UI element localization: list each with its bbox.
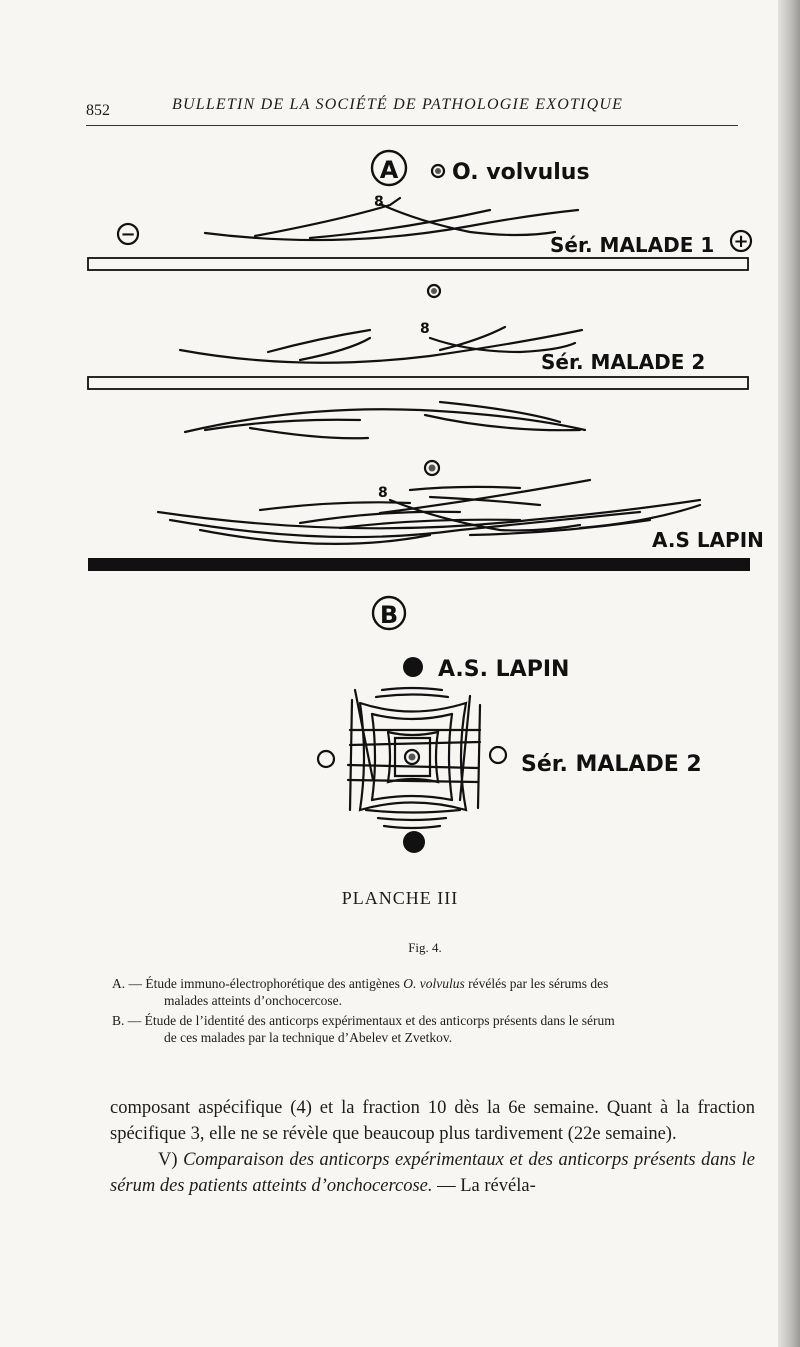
panel-a [88,151,764,571]
panel-b-letter: B [379,601,399,629]
antiserum-trough [88,558,750,571]
serum-2-label: Sér. MALADE 2 [541,350,706,374]
svg-text:+: + [733,231,749,252]
svg-text:8: 8 [378,485,388,501]
antiserum-label: A.S LAPIN [652,528,764,552]
legend-item-a: A. — Étude immuno-électrophorétique des antigènes O. volvulus révélés par les sérums des malades atteints d’onchocercose. [112,976,609,1008]
serum-1-label: Sér. MALADE 1 [550,233,715,257]
top-well-label: A.S. LAPIN [438,657,570,682]
paragraph-1: composant aspécifique (4) et la fraction 10 dès la 6e semaine. Quant à la fraction spécifique 3, elle ne se révèle que beaucoup plus tardivement (22e semaine). [110,1098,755,1144]
figure-legend [112,975,752,1049]
figure-label: Fig. 4. [408,940,442,955]
panel-a-letter: A [379,156,399,184]
top-well-icon [403,657,423,677]
legend-item-b: B. — Étude de l’identité des anticorps expérimentaux et des anticorps présents dans le sérum de ces malades par la technique d’Abelev et Zvetkov. [112,1013,615,1045]
page-number: 852 [86,102,110,119]
panel-b [318,597,702,853]
svg-text:8: 8 [420,321,430,337]
svg-text:−: − [120,224,136,245]
right-well-icon [490,747,506,763]
left-well-icon [318,751,334,767]
right-well-label: Sér. MALADE 2 [521,752,702,777]
body-text [110,1095,755,1199]
arc-number: 8 [374,194,384,210]
bottom-well-icon [403,831,425,853]
antigen-label: O. volvulus [452,160,590,185]
running-title: BULLETIN DE LA SOCIÉTÉ DE PATHOLOGIE EXOTIQUE [172,96,624,113]
plate-title: PLANCHE III [341,888,459,908]
paragraph-2: V) Comparaison des anticorps expérimentaux et des anticorps présents dans le sérum des patients atteints d’onchocercose. — La révéla- [110,1150,756,1196]
trough-2 [88,377,748,389]
trough-1 [88,258,748,270]
